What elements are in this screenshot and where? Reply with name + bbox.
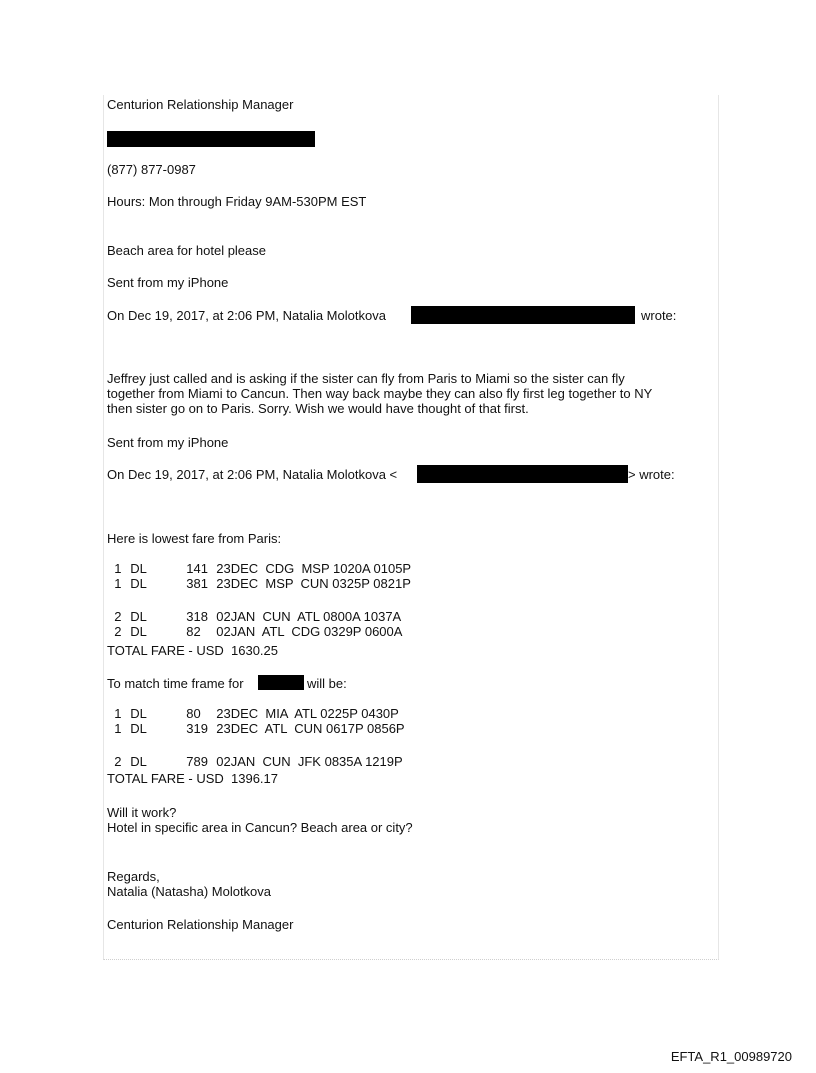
fare-details: 02JAN ATL CDG 0329P 0600A	[216, 624, 403, 639]
header-title: Centurion Relationship Manager	[107, 97, 294, 112]
header-hours: Hours: Mon through Friday 9AM-530PM EST	[107, 194, 367, 209]
reply1-quote-intro: On Dec 19, 2017, at 2:06 PM, Natalia Molotkova	[107, 308, 386, 323]
fare-details: 23DEC ATL CUN 0617P 0856P	[216, 721, 405, 736]
paris-fare-total: TOTAL FARE - USD 1630.25	[107, 643, 278, 658]
reply2-line3: then sister go on to Paris. Sorry. Wish we would have thought of that first.	[107, 401, 529, 416]
miami-fare-total: TOTAL FARE - USD 1396.17	[107, 771, 278, 786]
fare-airline: DL	[130, 609, 147, 624]
redacted-email	[411, 306, 635, 324]
reply1-text: Beach area for hotel please	[107, 243, 266, 258]
reply1-signature: Sent from my iPhone	[107, 275, 229, 290]
fare-seg: 2	[114, 609, 122, 624]
fare-seg: 1	[114, 706, 122, 721]
fare-seg: 1	[114, 721, 122, 736]
fare-flight: 141	[186, 561, 208, 576]
fare-flight: 80	[186, 706, 201, 721]
reply2-signature: Sent from my iPhone	[107, 435, 229, 450]
fare-flight: 319	[186, 721, 208, 736]
fare-airline: DL	[130, 706, 147, 721]
closing-question1: Will it work?	[107, 805, 177, 820]
fare-row	[107, 609, 402, 639]
miami-fare-intro-before: To match time frame for	[107, 676, 244, 691]
reply2-quote-intro: On Dec 19, 2017, at 2:06 PM, Natalia Molotkova <	[107, 467, 398, 482]
redacted-email	[107, 131, 315, 147]
fare-row	[107, 739, 403, 769]
redacted-email	[417, 465, 628, 483]
fare-details: 23DEC MIA ATL 0225P 0430P	[216, 706, 399, 721]
paris-fare-intro: Here is lowest fare from Paris:	[107, 531, 282, 546]
fare-details: 02JAN CUN JFK 0835A 1219P	[216, 754, 403, 769]
fare-flight: 318	[186, 609, 208, 624]
closing-name: Natalia (Natasha) Molotkova	[107, 884, 272, 899]
fare-flight: 789	[186, 754, 208, 769]
fare-airline: DL	[130, 624, 147, 639]
fare-seg: 2	[114, 754, 122, 769]
fare-seg: 1	[114, 561, 122, 576]
fare-details: 23DEC CDG MSP 1020A 0105P	[216, 561, 412, 576]
miami-fare-intro-after: will be:	[307, 676, 347, 691]
fare-details: 02JAN CUN ATL 0800A 1037A	[216, 609, 402, 624]
reply2-wrote: > wrote:	[628, 467, 675, 482]
closing-title: Centurion Relationship Manager	[107, 917, 294, 932]
document-id: EFTA_R1_00989720	[670, 1049, 792, 1064]
closing-question2: Hotel in specific area in Cancun? Beach area or city?	[107, 820, 413, 835]
fare-flight: 82	[186, 624, 201, 639]
reply1-wrote: wrote:	[641, 308, 677, 323]
fare-seg: 1	[114, 576, 122, 591]
reply2-line1: Jeffrey just called and is asking if the sister can fly from Paris to Miami so the sister can fly	[107, 371, 625, 386]
fare-details: 23DEC MSP CUN 0325P 0821P	[216, 576, 411, 591]
fare-airline: DL	[130, 754, 147, 769]
header-phone: (877) 877-0987	[107, 162, 196, 177]
reply2-line2: together from Miami to Cancun. Then way back maybe they can also fly first leg together to NY	[107, 386, 653, 401]
fare-seg: 2	[114, 624, 122, 639]
fare-row	[107, 561, 411, 591]
fare-airline: DL	[130, 721, 147, 736]
fare-airline: DL	[130, 561, 147, 576]
fare-flight: 381	[186, 576, 208, 591]
redacted-name	[258, 675, 304, 690]
fare-row	[107, 706, 405, 736]
fare-airline: DL	[130, 576, 147, 591]
closing-regards: Regards,	[107, 869, 160, 884]
